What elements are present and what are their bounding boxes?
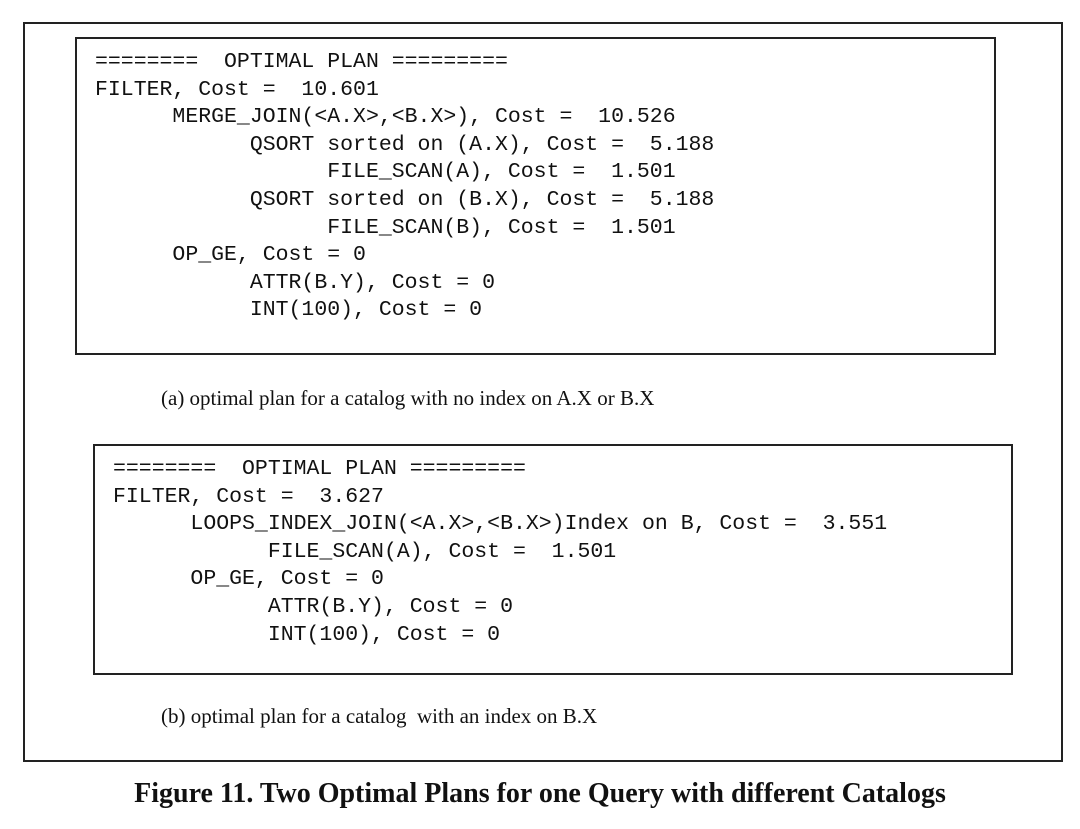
plan-b-lines xyxy=(113,456,887,649)
optimal-plan-b-box xyxy=(93,444,1013,675)
plan-line: OP_GE, Cost = 0 xyxy=(95,243,366,268)
plan-line: LOOPS_INDEX_JOIN(<A.X>,<B.X>)Index on B, Cost = 3.551 xyxy=(113,512,888,537)
caption-a: (a) optimal plan for a catalog with no index on A.X or B.X xyxy=(161,386,655,410)
plan-line: MERGE_JOIN(<A.X>,<B.X>), Cost = 10.526 xyxy=(95,105,676,130)
plan-line: QSORT sorted on (A.X), Cost = 5.188 xyxy=(95,132,715,157)
plan-line: ======== OPTIMAL PLAN ========= xyxy=(95,50,508,74)
plan-line: INT(100), Cost = 0 xyxy=(95,298,483,323)
plan-line: INT(100), Cost = 0 xyxy=(113,622,501,647)
plan-line: OP_GE, Cost = 0 xyxy=(113,567,384,592)
plan-line: FILTER, Cost = 10.601 xyxy=(95,77,379,102)
plan-line: FILE_SCAN(B), Cost = 1.501 xyxy=(95,215,676,240)
optimal-plan-a-box xyxy=(75,37,996,355)
plan-line: FILE_SCAN(A), Cost = 1.501 xyxy=(113,539,617,564)
plan-line: QSORT sorted on (B.X), Cost = 5.188 xyxy=(95,187,715,212)
figure-title: Figure 11. Two Optimal Plans for one Query with different Catalogs xyxy=(134,778,946,809)
plan-line: FILE_SCAN(A), Cost = 1.501 xyxy=(95,160,676,185)
plan-line: ATTR(B.Y), Cost = 0 xyxy=(113,594,513,619)
caption-b: (b) optimal plan for a catalog with an index on B.X xyxy=(161,704,598,728)
plan-line: FILTER, Cost = 3.627 xyxy=(113,484,384,509)
plan-line: ======== OPTIMAL PLAN ========= xyxy=(113,457,526,481)
plan-a-lines xyxy=(95,49,714,325)
plan-line: ATTR(B.Y), Cost = 0 xyxy=(95,270,495,295)
